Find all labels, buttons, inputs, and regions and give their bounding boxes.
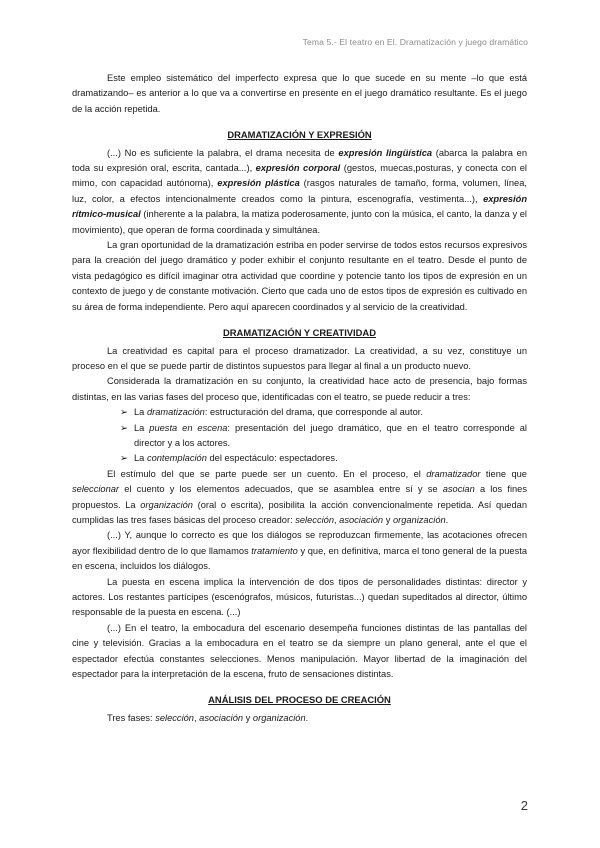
paragraph-expresion-types: (...) No es suficiente la palabra, el drama necesita de expresión lingüística (abarca la palabra en toda su expresión oral, escrita, cantada...), expresión corporal (gestos, muecas,posturas, y conecta con el mimo, con capacidad autónoma), expresión plástica (rasgos naturales de tamaño, forma, volumen, línea, luz, color, a efectos intencionalmente creados como la pintura, escenografía, vestimenta...), expresión rítmico-musical (inherente a la palabra, la matiza poderosamente, junto con la música, el canto, la danza y el movimiento), que operan de forma coordinada y simultánea.: [72, 147, 527, 235]
page-body: [72, 71, 527, 726]
paragraph-fases-intro: Considerada la dramatización en su conjunto, la creatividad hace acto de presencia, bajo formas distintas, en las varias fases del proceso que, identificadas con el teatro, se puede reducir a tres:: [72, 376, 527, 402]
intro-paragraph: Este empleo sistemático del imperfecto expresa que lo que sucede en su mente –lo que está dramatizando– es anterior a lo que va a convertirse en presente en el juego dramático resultante. Es el juego de la acción repetida.: [72, 73, 527, 114]
list-item: ➢ La dramatización: estructuración del drama, que corresponde al autor.: [120, 405, 527, 420]
list-item: ➢ La contemplación del espectáculo: espectadores.: [120, 451, 527, 466]
phases-list: [72, 405, 527, 467]
paragraph-puesta-escena: La puesta en escena implica la intervención de dos tipos de personalidades distintas: director y actores. Los restantes partícipes (escenógrafos, músicos, futuristas...) quedan supeditados al director, último responsable de la puesta en escena. (...): [72, 576, 527, 618]
section-heading-creatividad: DRAMATIZACIÓN Y CREATIVIDAD: [223, 327, 376, 339]
arrow-bullet-icon: ➢: [120, 422, 128, 433]
running-header: Tema 5.- El teatro en El. Dramatización y juego dramático: [302, 37, 528, 47]
paragraph-estimulo: El estímulo del que se parte puede ser un cuento. En el proceso, el dramatizador tiene que seleccionar el cuento y los elementos adecuados, que se asamblea entre sí y se asocian a los fines propuestos. La organización (oral o escrita), posibilita la acción convencionalmente repetida. Así quedan cumplidas las tres fases básicas del proceso creador: selección, asociación y organización.: [72, 468, 527, 525]
paragraph-oportunidad: La gran oportunidad de la dramatización estriba en poder servirse de todos estos recursos expresivos para la creación del juego dramático y poder exhibir el conjunto resultante en el teatro. Desde el punto de vista pedagógico es difícil imaginar otra actividad que coordine y potencie tanto los tipos de expresión en un contexto de juego y de constante motivación. Cierto que cada uno de estos tipos de expresión es cultivado en su área de forma independiente. Pero aquí aparecen coordinados y al servicio de la creatividad.: [72, 240, 527, 312]
page-number: 2: [520, 798, 528, 813]
arrow-bullet-icon: ➢: [120, 453, 128, 464]
list-item: ➢ La puesta en escena: presentación del juego dramático, que en el teatro corresponde al director y a los actores.: [120, 422, 527, 448]
paragraph-embocadura: (...) En el teatro, la embocadura del escenario desempeña funciones distintas de las pantallas del cine y televisión. Gracias a la embocadura en el teatro se da siempre un plano general, ante el que el espectador efectúa constantes selecciones. Menos manipulación. Mayor libertad de la imaginación del espectador para la interpretación de la escena, fruto de sensaciones distintas.: [72, 622, 527, 680]
section-heading-expresion: DRAMATIZACIÓN Y EXPRESIÓN: [227, 129, 372, 141]
section-heading-analisis: ANÁLISIS DEL PROCESO DE CREACIÓN: [208, 694, 391, 706]
paragraph-creatividad: La creatividad es capital para el proceso dramatizador. La creatividad, a su vez, constituye un proceso en el que se puede partir de distintos supuestos para llegar al final a un producto nuevo.: [72, 345, 527, 371]
paragraph-dialogos: (...) Y, aunque lo correcto es que los diálogos se reproduzcan firmemente, las acotaciones ofrecen ayor flexibilidad dentro de lo que llamamos tratamiento y que, en definitiva, marca el tono general de la puesta en escena, incluidos los diálogos.: [72, 530, 528, 572]
paragraph-tres-fases: Tres fases: selección, asociación y organización.: [107, 712, 309, 723]
arrow-bullet-icon: ➢: [120, 407, 128, 418]
